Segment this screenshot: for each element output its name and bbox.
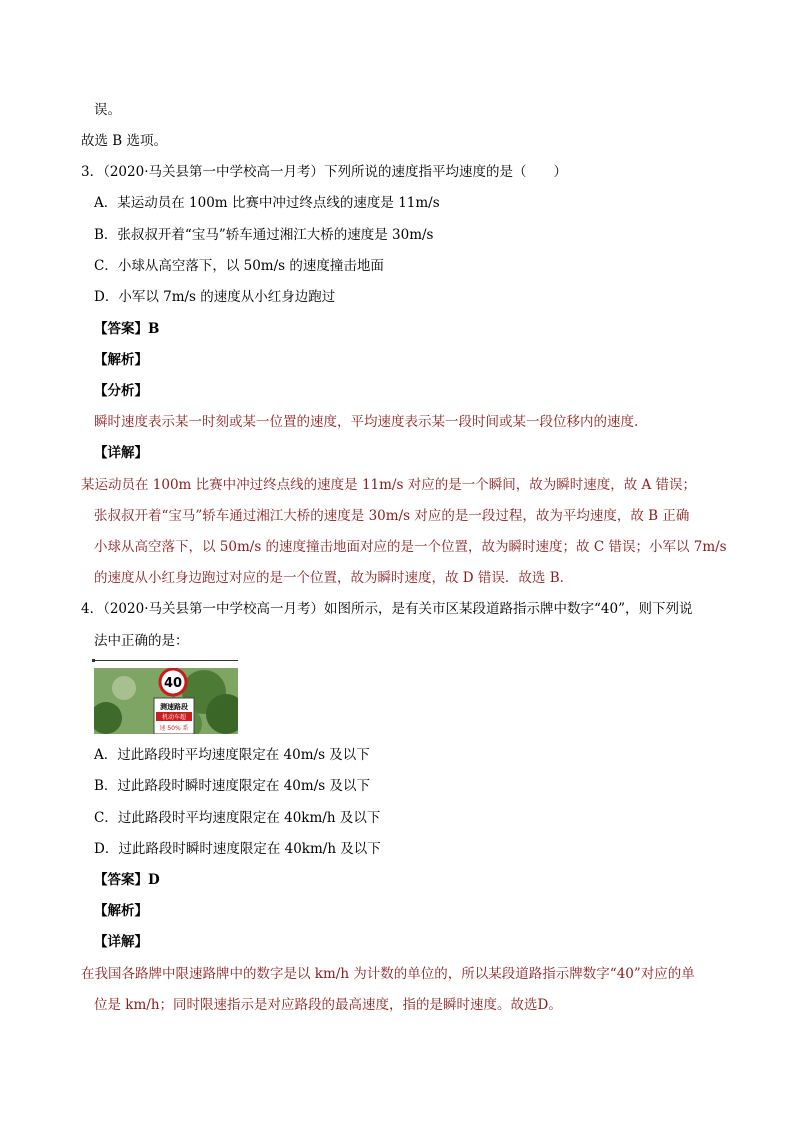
detail-label: 【详解】 (94, 445, 148, 461)
detail-text: 张叔叔开着“宝马”轿车通过湘江大桥的速度是 30m/s 对应的是一段过程，故为平均速度，故 B 正确 (94, 508, 690, 524)
detail-label: 【详解】 (94, 934, 148, 950)
speed-sign-illustration (94, 668, 238, 734)
detail-text: 某运动员在 100m 比赛中冲过终点线的速度是 11m/s 对应的是一个瞬间，故为瞬时速度，故 A 错误； (81, 477, 697, 493)
option-a: A．某运动员在 100m 比赛中冲过终点线的速度是 11m/s (94, 195, 440, 211)
analysis-text: 瞬时速度表示某一时刻或某一位置的速度，平均速度表示某一段时间或某一段位移内的速度. (94, 414, 639, 430)
detail-text: 在我国各路牌中限速路牌中的数字是以 km/h 为计数的单位的，所以某段道路指示牌数字“40”对应的单 (81, 966, 695, 982)
fenxi-label: 【分析】 (94, 383, 148, 399)
detail-text: 的速度从小红身边跑过对应的是一个位置，故为瞬时速度，故 D 错误．故选 B． (94, 570, 574, 586)
speed-limit-sign-image (94, 668, 238, 734)
analysis-label: 【解析】 (94, 903, 148, 919)
option-d: D．过此路段时瞬时速度限定在 40km/h 及以下 (94, 841, 381, 857)
option-c: C．过此路段时平均速度限定在 40km/h 及以下 (94, 810, 381, 826)
figure-rule (94, 660, 238, 661)
option-b: B．过此路段时瞬时速度限定在 40m/s 及以下 (94, 778, 370, 794)
answer-label: 【答案】D (94, 872, 160, 888)
option-d: D．小军以 7m/s 的速度从小红身边跑过 (94, 289, 336, 305)
question-4-stem-cont: 法中正确的是： (94, 633, 189, 649)
detail-text: 位是 km/h；同时限速指示是对应路段的最高速度，指的是瞬时速度。故选D。 (94, 997, 562, 1013)
detail-text: 小球从高空落下，以 50m/s 的速度撞击地面对应的是一个位置，故为瞬时速度；故 C 错误；小军以 7m/s (94, 539, 727, 555)
answer-label: 【答案】B (94, 321, 160, 337)
option-b: B．张叔叔开着“宝马”轿车通过湘江大桥的速度是 30m/s (94, 227, 434, 243)
speed-limit-number: 40 (163, 676, 183, 691)
option-c: C．小球从高空落下，以 50m/s 的速度撞击地面 (94, 258, 384, 274)
text-line: 故选 B 选项。 (81, 133, 168, 149)
option-a: A．过此路段时平均速度限定在 40m/s 及以下 (94, 747, 370, 763)
text-line: 误。 (94, 102, 121, 118)
question-4-stem: 4．（2020·马关县第一中学校高一月考）如图所示，是有关市区某段道路指示牌中数字“40”，则下列说 (81, 601, 693, 617)
analysis-label: 【解析】 (94, 352, 148, 368)
board-line-2: 机动车超 (161, 714, 187, 721)
board-line-3: 速 50% 系 (159, 725, 189, 732)
question-3-stem: 3．（2020·马关县第一中学校高一月考）下列所说的速度指平均速度的是（ ） (81, 164, 567, 180)
board-line-1: 测速路段 (160, 703, 188, 711)
